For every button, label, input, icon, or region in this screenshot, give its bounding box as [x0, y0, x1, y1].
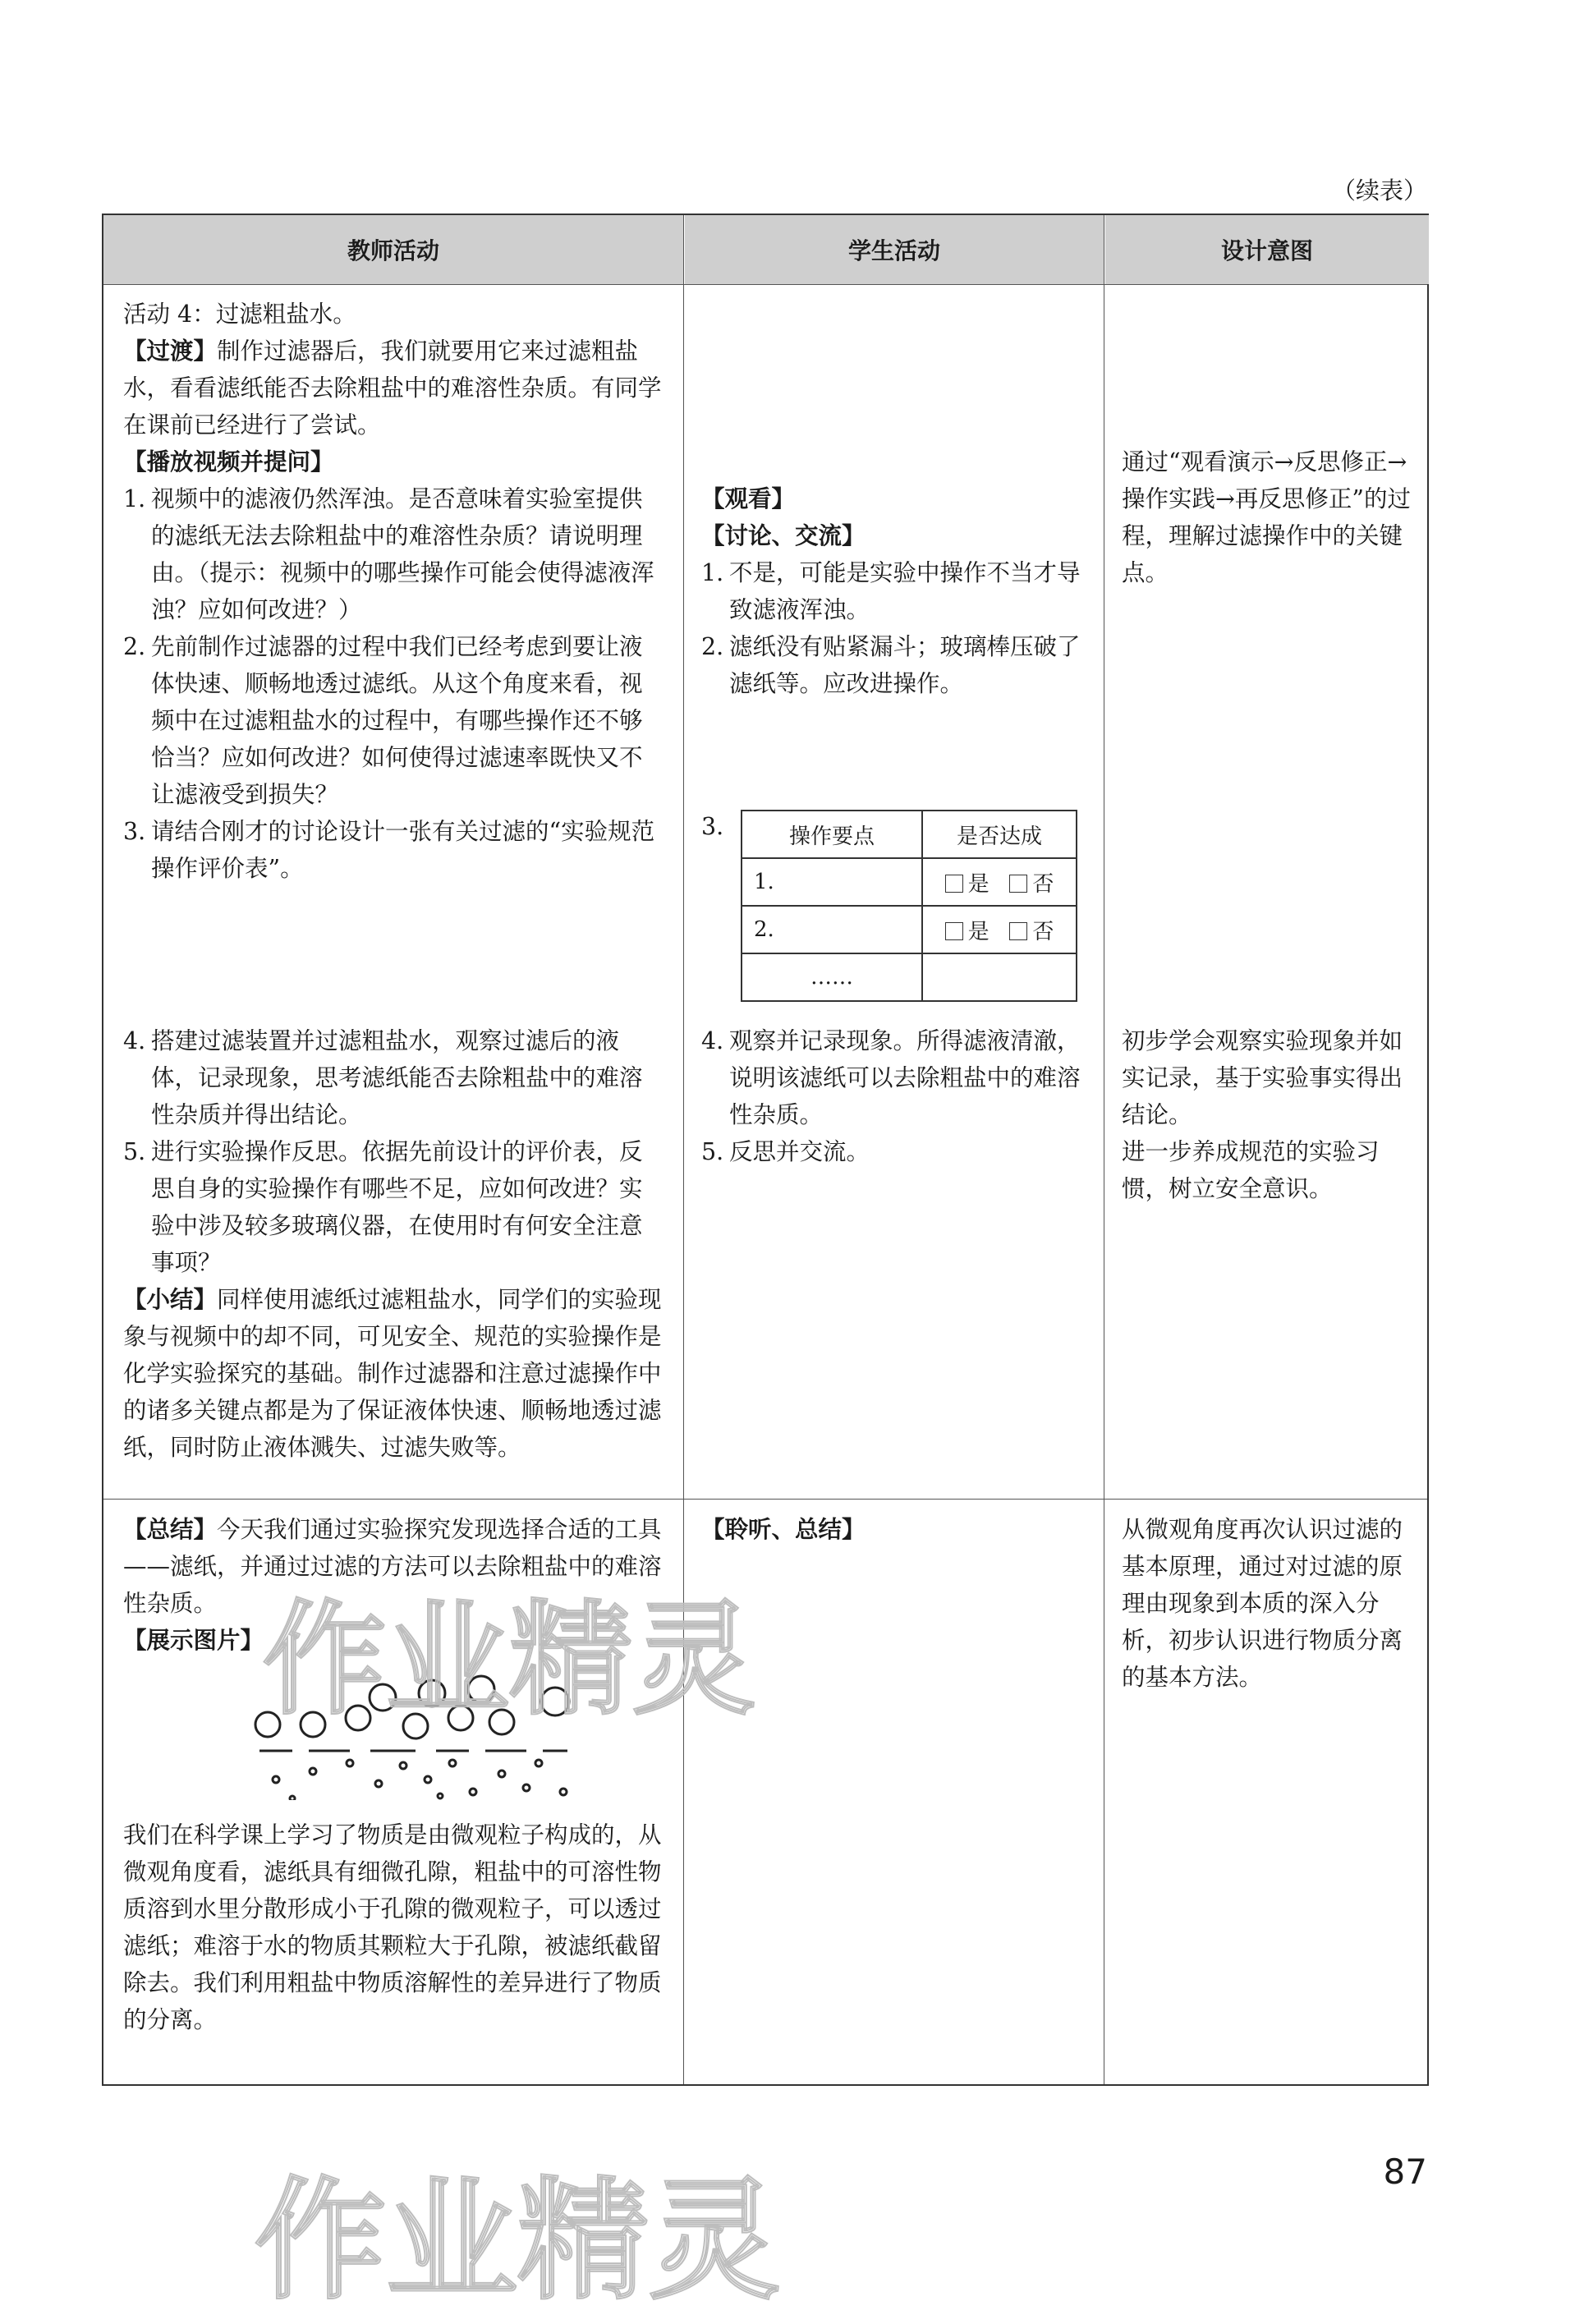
checkbox-icon: [1009, 875, 1027, 893]
student-answer: 1. 不是，可能是实验中操作不当才导致滤液浑浊。: [701, 559, 1081, 623]
continued-label: （续表）: [1331, 177, 1427, 204]
eval-check: 是 否: [922, 906, 1077, 953]
row2-student-cell: [701, 1511, 1089, 1548]
header-student: 学生活动: [685, 215, 1104, 284]
summary-text: 同样使用滤纸过滤粗盐水，同学们的实验现象与视频中的却不同，可见安全、规范的实验操作是化学实验探究的基础。制作过滤器和注意过滤操作中的诸多关键点都是为了保证液体快速、顺畅地透过滤纸，同时防止液体溅失、过滤失败等。: [123, 1286, 662, 1461]
transition-tag: 【过渡】: [123, 338, 218, 365]
checkbox-icon: [945, 922, 963, 940]
eval-check-empty: [922, 953, 1077, 1001]
watermark-bottom: 作业精灵: [255, 2164, 781, 2317]
eval-point: 1.: [742, 858, 922, 906]
item3-number: 3.: [701, 813, 724, 840]
discuss-tag: 【讨论、交流】: [701, 522, 866, 549]
student-answer: 2. 滤纸没有贴紧漏斗；玻璃棒压破了滤纸等。应改进操作。: [701, 633, 1081, 697]
header-divider: [103, 284, 1427, 285]
summary-tag: 【小结】: [123, 1286, 218, 1313]
student-answer: 5. 反思并交流。: [701, 1138, 870, 1165]
teacher-question: 1. 视频中的滤液仍然浑浊。是否意味着实验室提供的滤纸无法去除粗盐中的难溶性杂质？请说明理由。（提示：视频中的哪些操作可能会使得滤液浑浊？应如何改进？）: [123, 485, 654, 623]
checkbox-icon: [1009, 922, 1027, 940]
video-tag: 【播放视频并提问】: [123, 448, 334, 475]
checkbox-icon: [945, 875, 963, 893]
watch-tag: 【观看】: [701, 485, 796, 512]
watermark: 作业精灵: [263, 1589, 756, 1732]
conclusion-paragraph: 【总结】今天我们通过实验探究发现选择合适的工具——滤纸，并通过过滤的方法可以去除粗盐中的难溶性杂质。: [123, 1516, 662, 1617]
header-design: 设计意图: [1105, 215, 1429, 284]
transition-paragraph: [123, 333, 665, 443]
teacher-question: 5. 进行实验操作反思。依据先前设计的评价表，反思自身的实验操作有哪些不足，应如何改进？实验中涉及较多玻璃仪器，在使用时有何安全注意事项？: [123, 1138, 643, 1276]
row2-design-cell: 从微观角度再次认识过滤的基本原理，通过对过滤的原理由现象到本质的深入分析，初步认识进行物质分离的基本方法。: [1122, 1516, 1403, 1691]
listen-summary-tag: 【聆听、总结】: [701, 1516, 866, 1543]
row1-teacher-cell-lower: [123, 1022, 665, 1466]
evaluation-table: [741, 810, 1077, 1002]
summary-paragraph: [123, 1281, 665, 1466]
eval-point: 2.: [742, 906, 922, 953]
page-number: 87: [1383, 2152, 1427, 2192]
teacher-question: 4. 搭建过滤装置并过滤粗盐水，观察过滤后的液体，记录现象，思考滤纸能否去除粗盐中的难溶性杂质并得出结论。: [123, 1027, 643, 1128]
design-intent-1: 通过“观看演示→反思修正→操作实践→再反思修正”的过程，理解过滤操作中的关键点。: [1122, 448, 1411, 586]
row1-student-cell: [701, 480, 1089, 702]
column-divider: [683, 215, 684, 2084]
teacher-question: 2. 先前制作过滤器的过程中我们已经考虑到要让液体快速、顺畅地透过滤纸。从这个角度来看，视频中在过滤粗盐水的过程中，有哪些操作还不够恰当？应如何改进？如何使得过滤速率既快又不让滤液受到损失？: [123, 633, 643, 808]
eval-point: ……: [742, 953, 922, 1001]
lesson-table: [102, 214, 1429, 2086]
conclusion-tag: 【总结】: [123, 1516, 218, 1543]
header-teacher: 教师活动: [103, 215, 683, 284]
micro-explanation: 我们在科学课上学习了物质是由微观粒子构成的，从微观角度看，滤纸具有细微孔隙，粗盐中的可溶性物质溶到水里分散形成小于孔隙的微观粒子，可以透过滤纸；难溶于水的物质其颗粒大于孔隙，被滤纸截留除去。我们利用粗盐中物质溶解性的差异进行了物质的分离。: [123, 1821, 662, 2033]
row1-teacher-cell: [123, 296, 665, 887]
eval-check: 是 否: [922, 858, 1077, 906]
row-divider: [103, 1499, 1427, 1500]
design-intent-2: 初步学会观察实验现象并如实记录，基于实验事实得出结论。 进一步养成规范的实验习惯，树立安全意识。: [1122, 1027, 1403, 1202]
student-answer: 4. 观察并记录现象。所得滤液清澈，说明该滤纸可以去除粗盐中的难溶性杂质。: [701, 1027, 1081, 1128]
eval-header-achieved: 是否达成: [922, 811, 1077, 858]
teacher-question: 3. 请结合刚才的讨论设计一张有关过滤的“实验规范操作评价表”。: [123, 818, 655, 882]
eval-header-point: 操作要点: [742, 811, 922, 858]
row1-student-cell-lower: [701, 1022, 1089, 1170]
image-tag: 【展示图片】: [123, 1627, 264, 1654]
transition-text: 制作过滤器后，我们就要用它来过滤粗盐水，看看滤纸能否去除粗盐中的难溶性杂质。有同学在课前已经进行了尝试。: [123, 338, 662, 439]
activity-title: 活动 4：过滤粗盐水。: [123, 301, 356, 328]
